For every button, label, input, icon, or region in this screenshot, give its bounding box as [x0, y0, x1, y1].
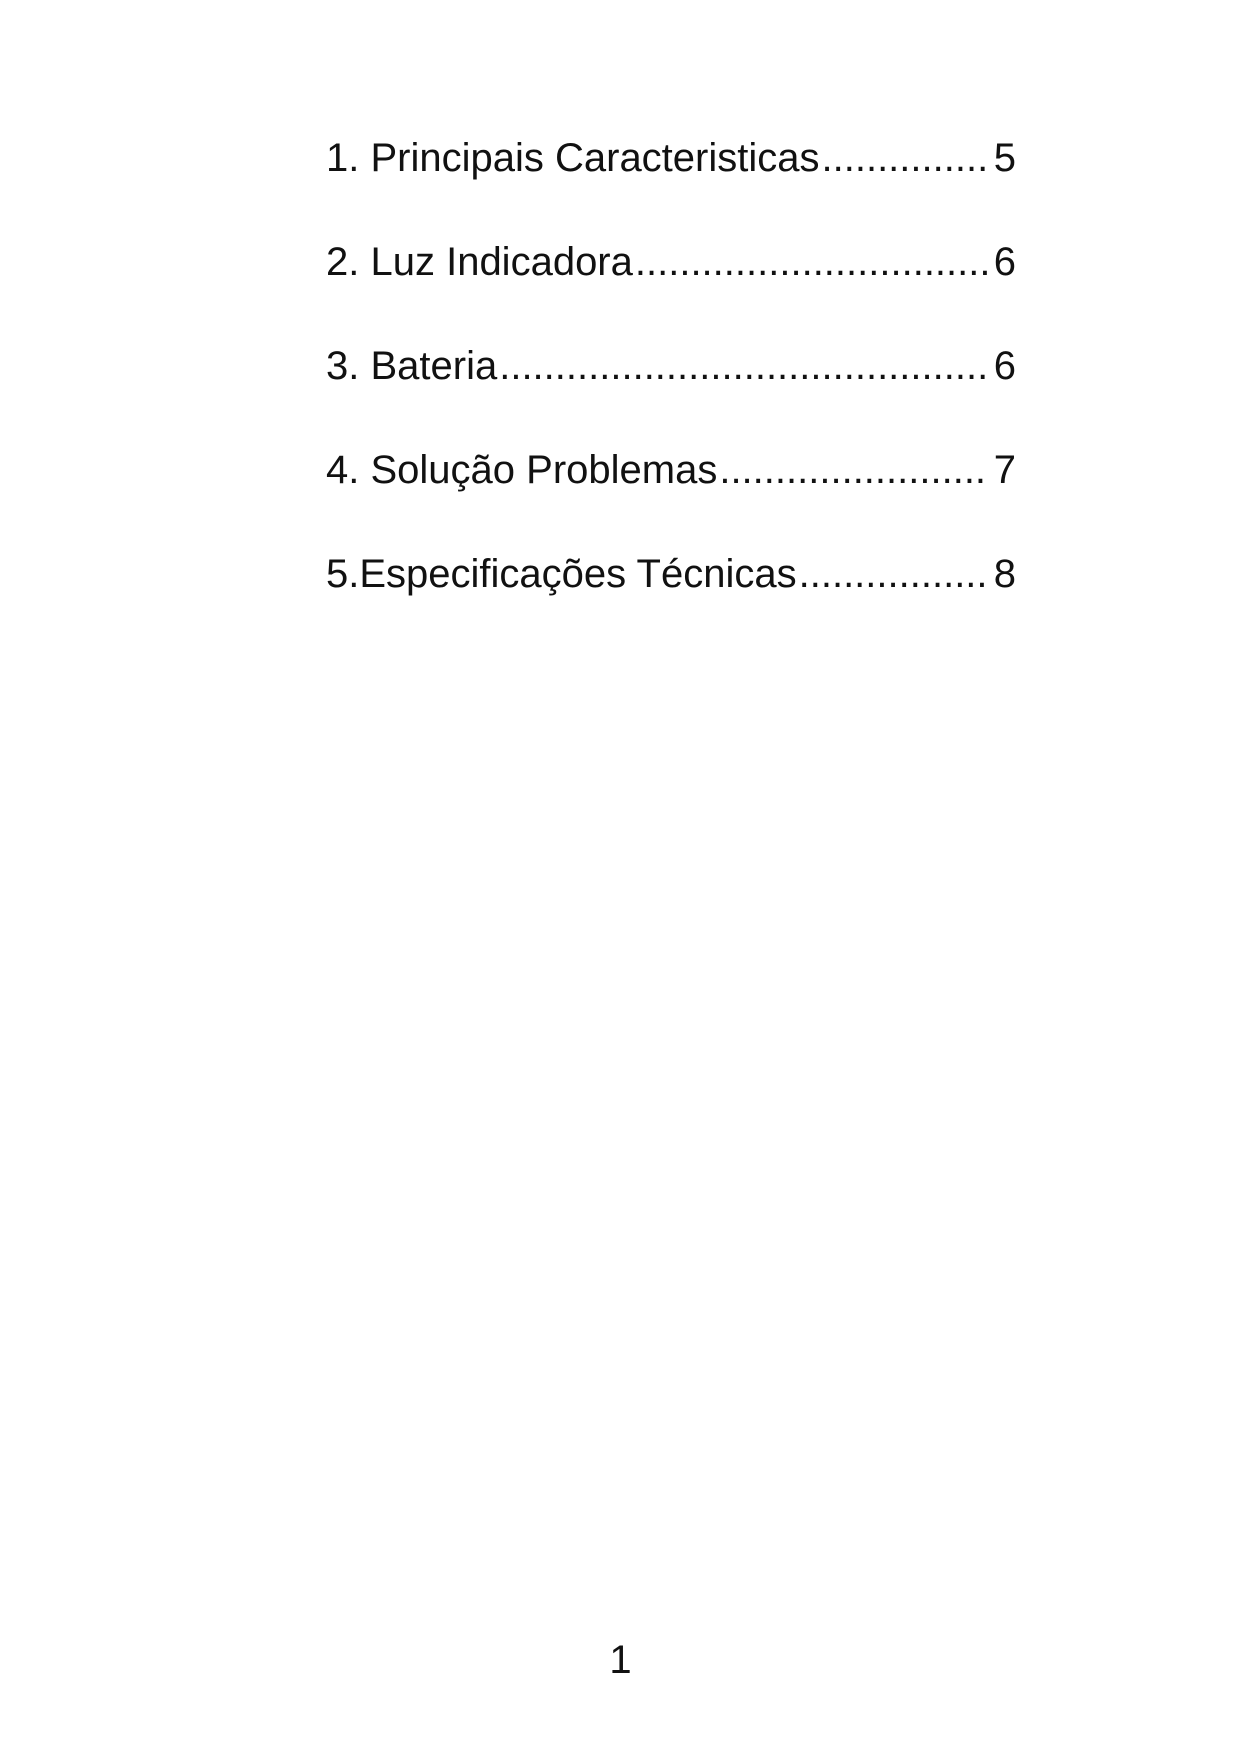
toc-entry-especificacoes[interactable] — [326, 550, 1016, 598]
table-of-contents — [326, 134, 1016, 598]
toc-entry-page: 6 — [993, 344, 1016, 388]
toc-entry-page: 7 — [993, 448, 1016, 492]
toc-entry-bateria[interactable] — [326, 342, 1016, 390]
toc-entry-label: 4. Solução Problemas — [326, 448, 718, 492]
toc-dot-leader — [799, 550, 988, 598]
toc-entry-caracteristicas[interactable] — [326, 134, 1016, 182]
toc-entry-page: 8 — [993, 552, 1016, 596]
toc-entry-label: 3. Bateria — [326, 344, 498, 388]
toc-dot-leader — [719, 446, 987, 494]
toc-dot-leader — [499, 342, 988, 390]
toc-dot-leader — [822, 134, 988, 182]
toc-dot-leader — [635, 238, 988, 286]
toc-entry-page: 5 — [993, 136, 1016, 180]
toc-entry-luz-indicadora[interactable] — [326, 238, 1016, 286]
toc-entry-page: 6 — [993, 240, 1016, 284]
toc-entry-solucao-problemas[interactable] — [326, 446, 1016, 494]
toc-entry-label: 1. Principais Caracteristicas — [326, 136, 820, 180]
toc-entry-label: 2. Luz Indicadora — [326, 240, 633, 284]
toc-entry-label: 5.Especificações Técnicas — [326, 552, 797, 596]
page-number: 1 — [609, 1638, 632, 1682]
